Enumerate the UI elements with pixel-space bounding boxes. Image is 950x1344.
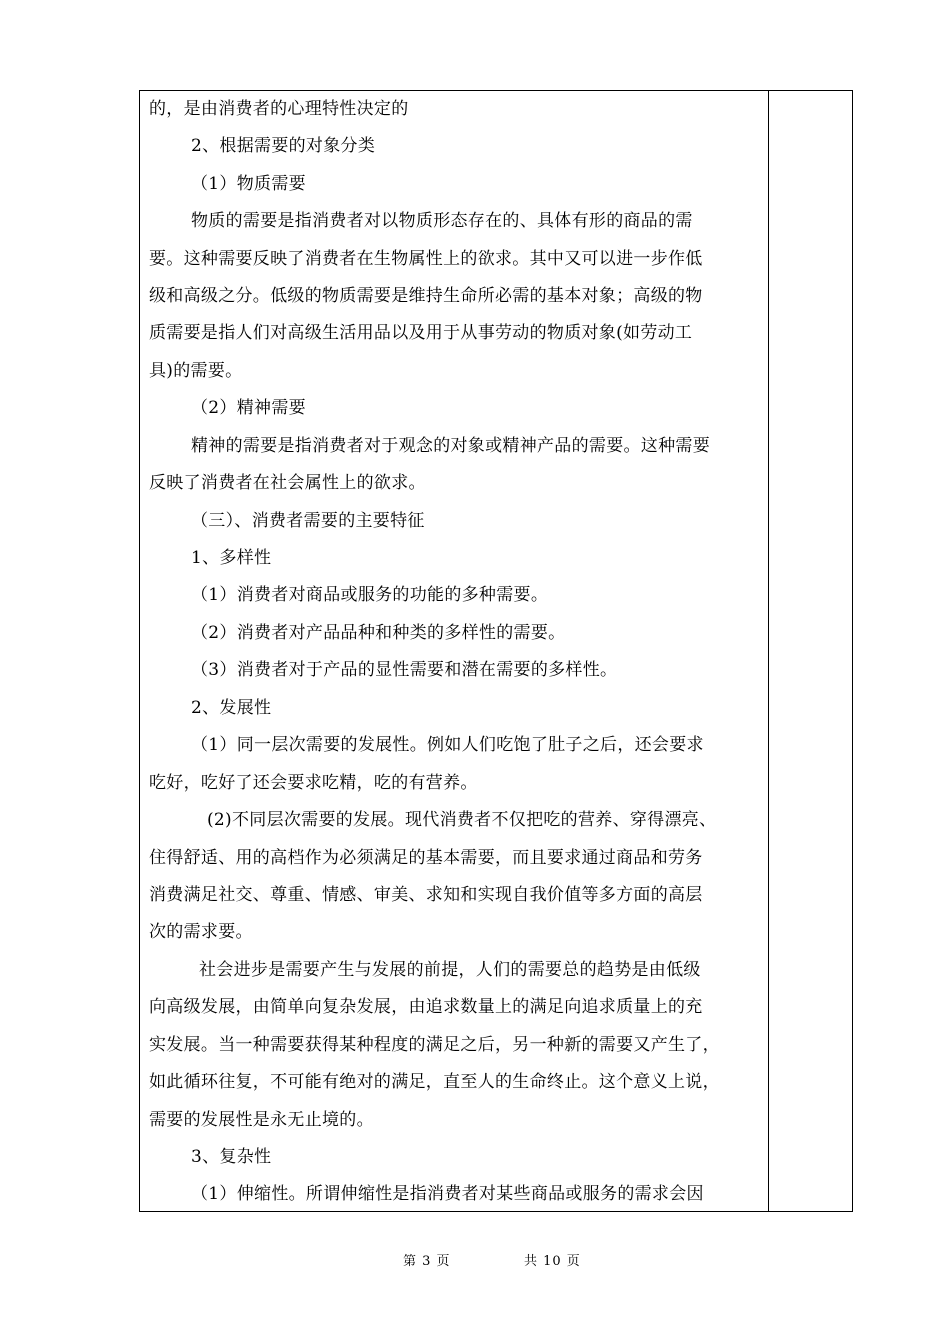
list-item: （2）消费者对产品品种和种类的多样性的需要。 — [191, 623, 566, 643]
text-line: 住得舒适、用的高档作为必须满足的基本需要，而且要求通过商品和劳务 — [149, 848, 703, 868]
document-table — [139, 90, 853, 1212]
list-item: （1）消费者对商品或服务的功能的多种需要。 — [191, 585, 549, 605]
section-heading: （三）、消费者需要的主要特征 — [191, 511, 425, 531]
text-line: 精神的需要是指消费者对于观念的对象或精神产品的需要。这种需要 — [191, 436, 710, 456]
subsection-heading: （2）精神需要 — [191, 398, 306, 418]
text-line: 物质的需要是指消费者对以物质形态存在的、具体有形的商品的需 — [191, 211, 693, 231]
subsection-heading: （1）物质需要 — [191, 174, 306, 194]
column-divider — [768, 91, 769, 1211]
section-heading: 1、多样性 — [191, 548, 272, 568]
text-line: （1）同一层次需要的发展性。例如人们吃饱了肚子之后，还会要求 — [191, 735, 704, 755]
text-line: 需要的发展性是永无止境的。 — [149, 1110, 374, 1130]
text-line: 反映了消费者在社会属性上的欲求。 — [149, 473, 426, 493]
list-item: （3）消费者对于产品的显性需要和潜在需要的多样性。 — [191, 660, 618, 680]
text-line: （1）伸缩性。所谓伸缩性是指消费者对某些商品或服务的需求会因 — [191, 1184, 704, 1204]
text-line: 实发展。当一种需要获得某种程度的满足之后，另一种新的需要又产生了， — [149, 1035, 720, 1055]
section-heading: 2、发展性 — [191, 698, 272, 718]
text-line: 具)的需要。 — [149, 361, 243, 381]
text-line: 消费满足社交、尊重、情感、审美、求知和实现自我价值等多方面的高层 — [149, 885, 703, 905]
section-heading: 3、复杂性 — [191, 1147, 272, 1167]
text-line: 社会进步是需要产生与发展的前提，人们的需要总的趋势是由低级 — [199, 960, 701, 980]
text-line: 如此循环往复，不可能有绝对的满足，直至人的生命终止。这个意义上说， — [149, 1072, 720, 1092]
text-line: 吃好，吃好了还会要求吃精，吃的有营养。 — [149, 773, 478, 793]
text-line: 的，是由消费者的心理特性决定的 — [149, 99, 409, 119]
text-line: 级和高级之分。低级的物质需要是维持生命所必需的基本对象；高级的物 — [149, 286, 703, 306]
section-heading: 2、根据需要的对象分类 — [191, 136, 376, 156]
text-line: 要。这种需要反映了消费者在生物属性上的欲求。其中又可以进一步作低 — [149, 249, 703, 269]
page-number: 第 3 页 — [403, 1254, 451, 1269]
text-line: (2)不同层次需要的发展。现代消费者不仅把吃的营养、穿得漂亮、 — [207, 810, 717, 830]
text-line: 向高级发展，由简单向复杂发展，由追求数量上的满足向追求质量上的充 — [149, 997, 703, 1017]
text-line: 质需要是指人们对高级生活用品以及用于从事劳动的物质对象(如劳动工 — [149, 323, 693, 343]
text-line: 次的需求要。 — [149, 922, 253, 942]
total-pages: 共 10 页 — [524, 1254, 581, 1269]
